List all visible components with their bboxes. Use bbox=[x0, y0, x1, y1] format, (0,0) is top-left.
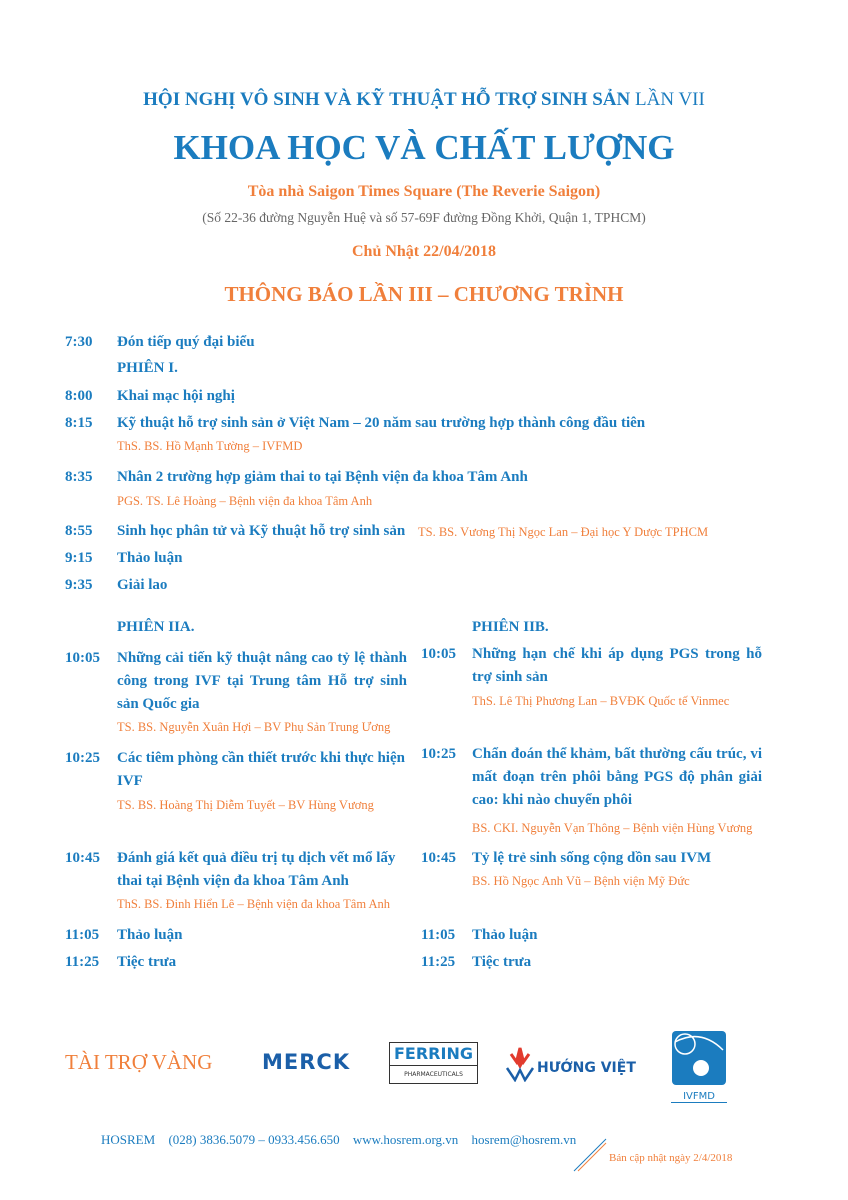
time: 8:15 bbox=[65, 415, 93, 431]
conference-name bbox=[0, 89, 848, 111]
session-label: PHIÊN I. bbox=[117, 360, 178, 376]
footer-phone: (028) 3836.5079 – 0933.456.650 bbox=[168, 1132, 340, 1147]
time: 10:25 bbox=[65, 750, 100, 766]
agenda-title: Tiệc trưa bbox=[117, 954, 177, 970]
speaker: TS. BS. Hoàng Thị Diễm Tuyết – BV Hùng Vương bbox=[117, 798, 374, 812]
agenda-title: Khai mạc hội nghị bbox=[117, 388, 235, 404]
ferring-name: FERRING bbox=[394, 1044, 473, 1063]
time: 8:00 bbox=[65, 388, 93, 404]
time: 10:05 bbox=[65, 650, 100, 666]
event-date: Chủ Nhật 22/04/2018 bbox=[351, 243, 497, 260]
time: 11:25 bbox=[421, 954, 456, 970]
time: 9:15 bbox=[65, 550, 93, 566]
agenda-title: Kỹ thuật hỗ trợ sinh sản ở Việt Nam – 20 năm sau trường hợp thành công đầu tiên bbox=[117, 415, 646, 431]
time: 11:05 bbox=[65, 927, 100, 943]
conference-edition: LẦN VII bbox=[635, 89, 705, 110]
footer-email[interactable]: hosrem@hosrem.vn bbox=[471, 1132, 577, 1147]
agenda-title: Những hạn chế khi áp dụng PGS trong hỗ trợ sinh sản bbox=[472, 646, 762, 685]
agenda-title: Sinh học phân tử và Kỹ thuật hỗ trợ sinh sản bbox=[117, 523, 406, 539]
agenda-title: Chẩn đoán thể khảm, bất thường cấu trúc, vi mất đoạn trên phôi bằng PGS độ phân giải cao: khi nào chuyển phôi bbox=[472, 746, 762, 808]
time: 10:45 bbox=[421, 850, 456, 866]
agenda-title: Tiệc trưa bbox=[472, 954, 532, 970]
speaker: BS. CKI. Nguyễn Vạn Thông – Bệnh viện Hùng Vương bbox=[472, 821, 753, 835]
agenda-title: Nhân 2 trường hợp giảm thai to tại Bệnh viện đa khoa Tâm Anh bbox=[117, 469, 528, 485]
speaker: TS. BS. Vương Thị Ngọc Lan – Đại học Y Dược TPHCM bbox=[418, 525, 709, 539]
speaker: PGS. TS. Lê Hoàng – Bệnh viện đa khoa Tâm Anh bbox=[117, 494, 373, 508]
agenda-title: Đánh giá kết quả điều trị tụ dịch vết mổ lấy thai tại Bệnh viện đa khoa Tâm Anh bbox=[117, 850, 396, 889]
address: (Số 22-36 đường Nguyễn Huệ và số 57-69F đường Đồng Khởi, Quận 1, TPHCM) bbox=[202, 210, 646, 225]
notice-title: THÔNG BÁO LẦN III – CHƯƠNG TRÌNH bbox=[224, 282, 624, 306]
agenda-title: Đón tiếp quý đại biểu bbox=[117, 334, 255, 350]
venue: Tòa nhà Saigon Times Square (The Reverie Saigon) bbox=[247, 183, 601, 200]
footer-website[interactable]: www.hosrem.org.vn bbox=[352, 1132, 459, 1147]
time: 8:55 bbox=[65, 523, 93, 539]
agenda-title: Thảo luận bbox=[117, 927, 183, 943]
session-label: PHIÊN IIB. bbox=[472, 619, 549, 635]
agenda-title: Giải lao bbox=[117, 577, 168, 593]
ivfmd-name: IVFMD bbox=[671, 1091, 727, 1103]
flower-icon bbox=[505, 1046, 535, 1082]
agenda-title: Tỷ lệ trẻ sinh sống cộng dồn sau IVM bbox=[472, 850, 712, 866]
footer-divider-slash bbox=[572, 1138, 608, 1172]
speaker: BS. Hồ Ngọc Anh Vũ – Bệnh viện Mỹ Đức bbox=[472, 874, 690, 888]
huong-viet-name: HƯỚNG VIỆT bbox=[537, 1060, 636, 1076]
footer-contact bbox=[101, 1132, 576, 1148]
agenda-title: Thảo luận bbox=[472, 927, 538, 943]
agenda-title: Những cải tiến kỹ thuật nâng cao tỷ lệ thành công trong IVF tại Trung tâm Hỗ trợ sinh sản Quốc gia bbox=[117, 650, 407, 712]
ivfmd-emblem-icon bbox=[671, 1030, 727, 1086]
ferring-subtitle: PHARMACEUTICALS bbox=[390, 1065, 477, 1083]
time: 9:35 bbox=[65, 577, 93, 593]
sponsor-label: TÀI TRỢ VÀNG bbox=[65, 1050, 213, 1074]
time: 11:25 bbox=[65, 954, 100, 970]
footer-org: HOSREM bbox=[101, 1132, 156, 1147]
merck-logo: MERCK bbox=[262, 1050, 351, 1074]
speaker: ThS. Lê Thị Phương Lan – BVĐK Quốc tế Vinmec bbox=[472, 694, 730, 708]
time: 8:35 bbox=[65, 469, 93, 485]
session-label: PHIÊN IIA. bbox=[117, 619, 195, 635]
time: 10:25 bbox=[421, 746, 456, 762]
theme-title: KHOA HỌC VÀ CHẤT LƯỢNG bbox=[173, 128, 675, 167]
agenda-title: Các tiêm phòng cần thiết trước khi thực hiện IVF bbox=[117, 750, 405, 789]
time: 11:05 bbox=[421, 927, 456, 943]
speaker: ThS. BS. Đinh Hiển Lê – Bệnh viện đa khoa Tâm Anh bbox=[117, 897, 391, 911]
speaker: TS. BS. Nguyễn Xuân Hợi – BV Phụ Sản Trung Ương bbox=[117, 720, 391, 734]
time: 10:05 bbox=[421, 646, 456, 662]
update-date: Bản cập nhật ngày 2/4/2018 bbox=[609, 1152, 733, 1164]
huong-viet-logo bbox=[505, 1046, 636, 1087]
ivfmd-logo bbox=[671, 1030, 727, 1102]
time: 7:30 bbox=[65, 334, 93, 350]
ferring-logo bbox=[389, 1042, 478, 1084]
time: 10:45 bbox=[65, 850, 100, 866]
speaker: ThS. BS. Hồ Mạnh Tường – IVFMD bbox=[117, 439, 303, 453]
conference-title: HỘI NGHỊ VÔ SINH VÀ KỸ THUẬT HỖ TRỢ SINH SẢN bbox=[143, 89, 631, 110]
agenda-title: Thảo luận bbox=[117, 550, 183, 566]
